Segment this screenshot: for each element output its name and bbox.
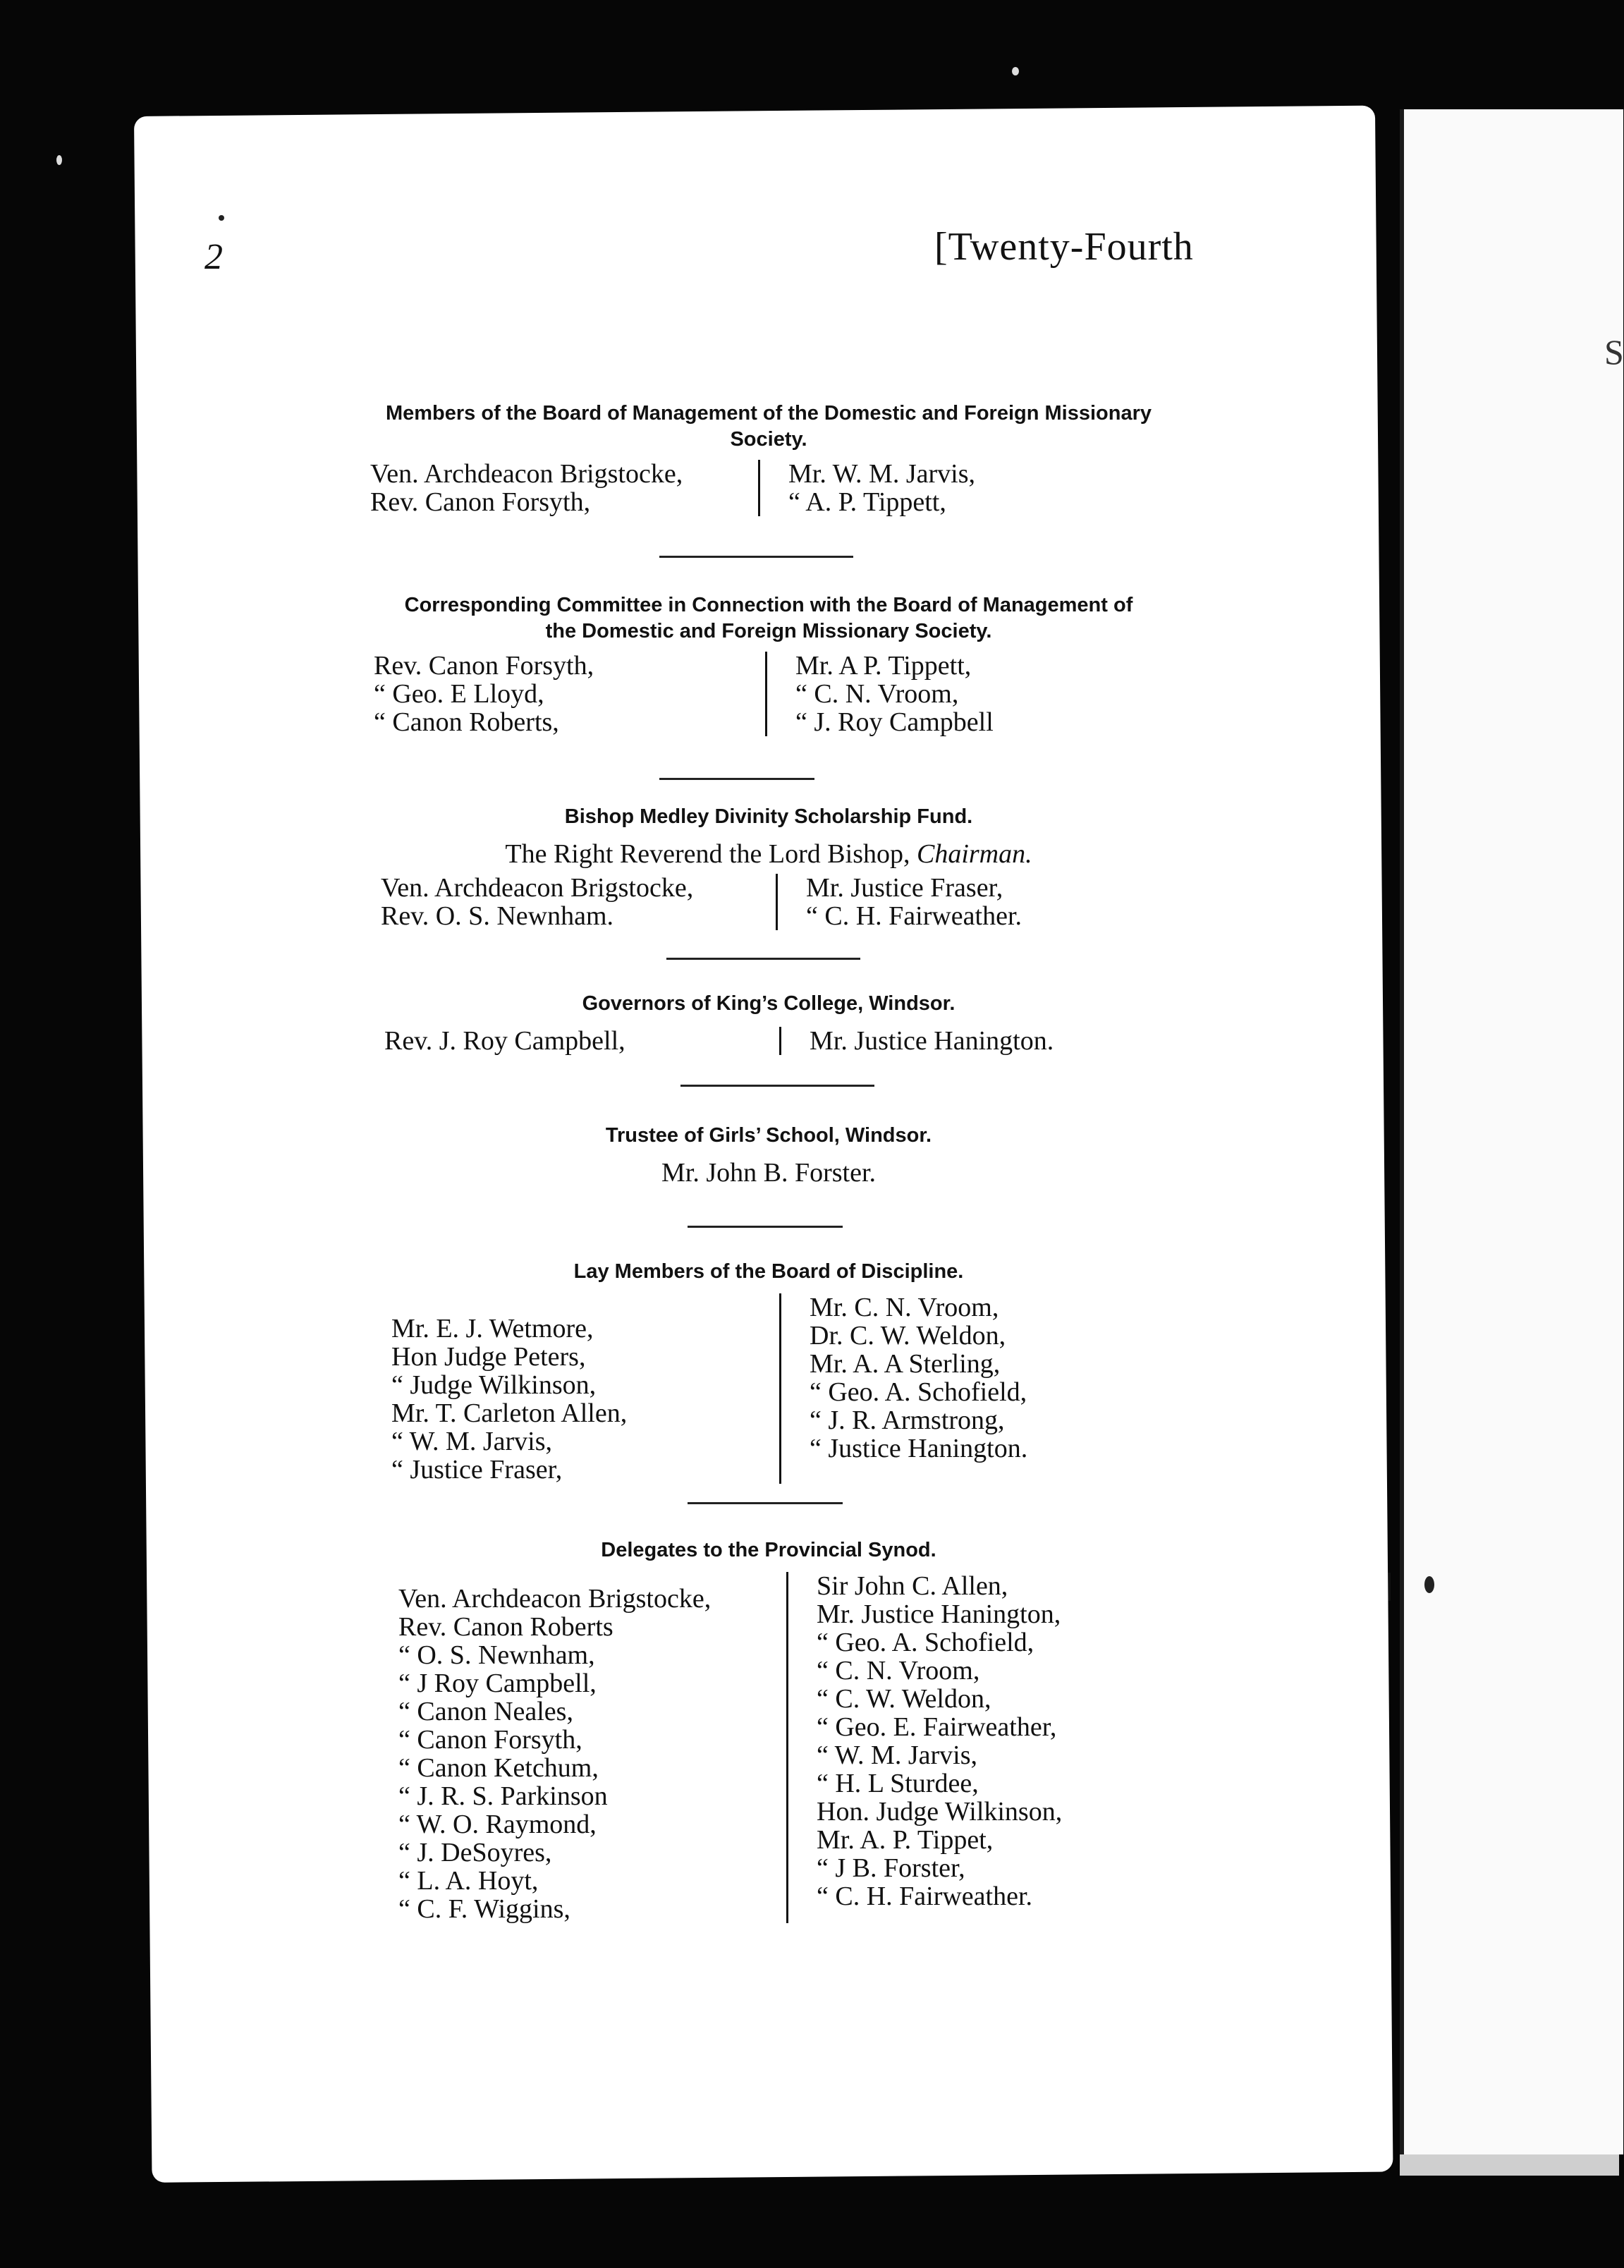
section-heading xyxy=(338,592,1199,645)
member-entry: “ C. N. Vroom, xyxy=(795,679,959,709)
member-entry: “ Justice Fraser, xyxy=(391,1455,563,1484)
running-head: [Twenty-Fourth xyxy=(934,225,1194,269)
member-entry: “ Geo. E. Fairweather, xyxy=(817,1712,1057,1742)
member-entry: Rev. J. Roy Campbell, xyxy=(384,1026,625,1056)
member-entry: “ L. A. Hoyt, xyxy=(398,1866,539,1896)
section-divider xyxy=(666,958,860,960)
section-corresponding-committee xyxy=(338,592,1199,736)
member-entry: Ven. Archdeacon Brigstocke, xyxy=(370,459,683,489)
two-column-list xyxy=(374,652,1199,736)
member-entry: “ Geo. A. Schofield, xyxy=(810,1377,1027,1407)
trustee-name: Mr. John B. Forster. xyxy=(661,1158,877,1188)
chairman-line xyxy=(338,839,1199,870)
member-entry: “ W. M. Jarvis, xyxy=(391,1427,552,1456)
member-entry: Hon Judge Peters, xyxy=(391,1342,586,1372)
heading-line: Members of the Board of Management of the Domestic and Foreign Missionary xyxy=(385,402,1152,425)
page-number: 2 xyxy=(204,237,223,277)
member-entry: Mr. C. N. Vroom, xyxy=(810,1293,999,1322)
left-column xyxy=(391,1293,779,1484)
section-heading: Governors of King’s College, Windsor. xyxy=(582,992,956,1015)
member-entry: “ Justice Hanington. xyxy=(810,1434,1028,1463)
member-entry: Ven. Archdeacon Brigstocke, xyxy=(398,1584,712,1614)
ink-speck xyxy=(1424,1576,1434,1593)
left-column xyxy=(398,1572,786,1923)
section-divider xyxy=(688,1502,843,1504)
left-column xyxy=(374,652,765,736)
section-divider xyxy=(680,1085,874,1087)
right-column xyxy=(758,460,975,516)
member-entry: “ C. F. Wiggins, xyxy=(398,1894,570,1924)
member-entry: Dr. C. W. Weldon, xyxy=(810,1321,1006,1351)
two-column-list xyxy=(370,460,1199,516)
heading-line: the Domestic and Foreign Missionary Society. xyxy=(545,620,992,642)
dust-speck xyxy=(56,155,62,165)
member-entry: “ Geo. E Lloyd, xyxy=(374,679,544,709)
section-divider xyxy=(688,1226,843,1228)
section-girls-school xyxy=(338,1123,1199,1188)
member-entry: Hon. Judge Wilkinson, xyxy=(817,1797,1063,1827)
member-entry: Mr. Justice Fraser, xyxy=(806,873,1003,903)
member-entry: Rev. O. S. Newnham. xyxy=(381,901,613,931)
member-entry: “ J. R. S. Parkinson xyxy=(398,1781,608,1811)
member-entry: “ C. W. Weldon, xyxy=(817,1684,991,1714)
heading-line: Society. xyxy=(730,428,807,451)
member-entry: Mr. W. M. Jarvis, xyxy=(788,459,975,489)
member-entry: Ven. Archdeacon Brigstocke, xyxy=(381,873,694,903)
member-entry: “ C. H. Fairweather. xyxy=(806,901,1022,931)
section-heading: Delegates to the Provincial Synod. xyxy=(601,1539,936,1561)
member-entry: Mr. Justice Hanington. xyxy=(810,1026,1054,1056)
section-heading: Trustee of Girls’ School, Windsor. xyxy=(605,1124,932,1147)
member-entry: “ C. N. Vroom, xyxy=(817,1656,980,1685)
member-entry: Rev. Canon Forsyth, xyxy=(374,651,594,681)
member-entry: “ Canon Ketchum, xyxy=(398,1753,599,1783)
section-divider xyxy=(659,778,814,780)
facing-page-glyph: S xyxy=(1604,332,1624,372)
member-entry: “ O. S. Newnham, xyxy=(398,1640,595,1670)
facing-page-edge xyxy=(1400,2154,1619,2176)
member-entry: “ Canon Roberts, xyxy=(374,707,559,737)
left-column xyxy=(381,874,776,930)
section-provincial-synod xyxy=(338,1537,1199,1923)
member-entry: Mr. A. A Sterling, xyxy=(810,1349,1001,1379)
right-column xyxy=(765,652,994,736)
member-entry: “ J B. Forster, xyxy=(817,1853,965,1883)
facing-page xyxy=(1400,109,1623,2154)
member-entry: “ J. R. Armstrong, xyxy=(810,1406,1005,1435)
chairman-title: Chairman. xyxy=(916,839,1032,869)
member-entry: “ C. H. Fairweather. xyxy=(817,1882,1033,1911)
section-divider xyxy=(659,556,853,558)
member-entry: Mr. E. J. Wetmore, xyxy=(391,1314,594,1343)
right-column xyxy=(779,1293,1027,1484)
member-entry: “ J. DeSoyres, xyxy=(398,1838,552,1867)
member-entry: “ Geo. A. Schofield, xyxy=(817,1628,1034,1657)
member-entry: Sir John C. Allen, xyxy=(817,1571,1008,1601)
section-heading: Bishop Medley Divinity Scholarship Fund. xyxy=(564,805,973,828)
member-entry: Mr. A P. Tippett, xyxy=(795,651,972,681)
right-column xyxy=(779,1027,1054,1055)
section-heading xyxy=(338,401,1199,453)
member-entry: “ H. L Sturdee, xyxy=(817,1769,979,1798)
chairman-text: The Right Reverend the Lord Bishop, xyxy=(505,839,910,869)
section-heading: Lay Members of the Board of Discipline. xyxy=(573,1260,964,1283)
two-column-list xyxy=(384,1027,1199,1055)
member-entry: Rev. Canon Forsyth, xyxy=(370,487,591,517)
member-entry: Mr. T. Carleton Allen, xyxy=(391,1398,628,1428)
member-entry: “ Canon Forsyth, xyxy=(398,1725,582,1755)
dust-speck xyxy=(1012,67,1019,75)
left-column xyxy=(370,460,758,516)
ink-speck xyxy=(219,215,224,221)
section-board-of-discipline xyxy=(338,1259,1199,1484)
section-scholarship-fund xyxy=(338,804,1199,930)
heading-line: Corresponding Committee in Connection with the Board of Management of xyxy=(404,594,1133,616)
member-entry: Mr. A. P. Tippet, xyxy=(817,1825,994,1855)
two-column-list xyxy=(391,1293,1199,1484)
member-entry: “ A. P. Tippett, xyxy=(788,487,946,517)
member-entry: “ J. Roy Campbell xyxy=(795,707,994,737)
section-board-of-management xyxy=(338,401,1199,516)
section-kings-college xyxy=(338,991,1199,1055)
two-column-list xyxy=(398,1572,1199,1923)
member-entry: Mr. Justice Hanington, xyxy=(817,1599,1061,1629)
member-entry: Rev. Canon Roberts xyxy=(398,1612,613,1642)
member-entry: “ J Roy Campbell, xyxy=(398,1669,597,1698)
member-entry: “ W. O. Raymond, xyxy=(398,1810,597,1839)
member-entry: “ Judge Wilkinson, xyxy=(391,1370,597,1400)
right-column xyxy=(776,874,1022,930)
member-entry: “ W. M. Jarvis, xyxy=(817,1740,977,1770)
member-entry: “ Canon Neales, xyxy=(398,1697,573,1726)
left-column xyxy=(384,1027,779,1055)
right-column xyxy=(786,1572,1062,1923)
two-column-list xyxy=(381,874,1199,930)
